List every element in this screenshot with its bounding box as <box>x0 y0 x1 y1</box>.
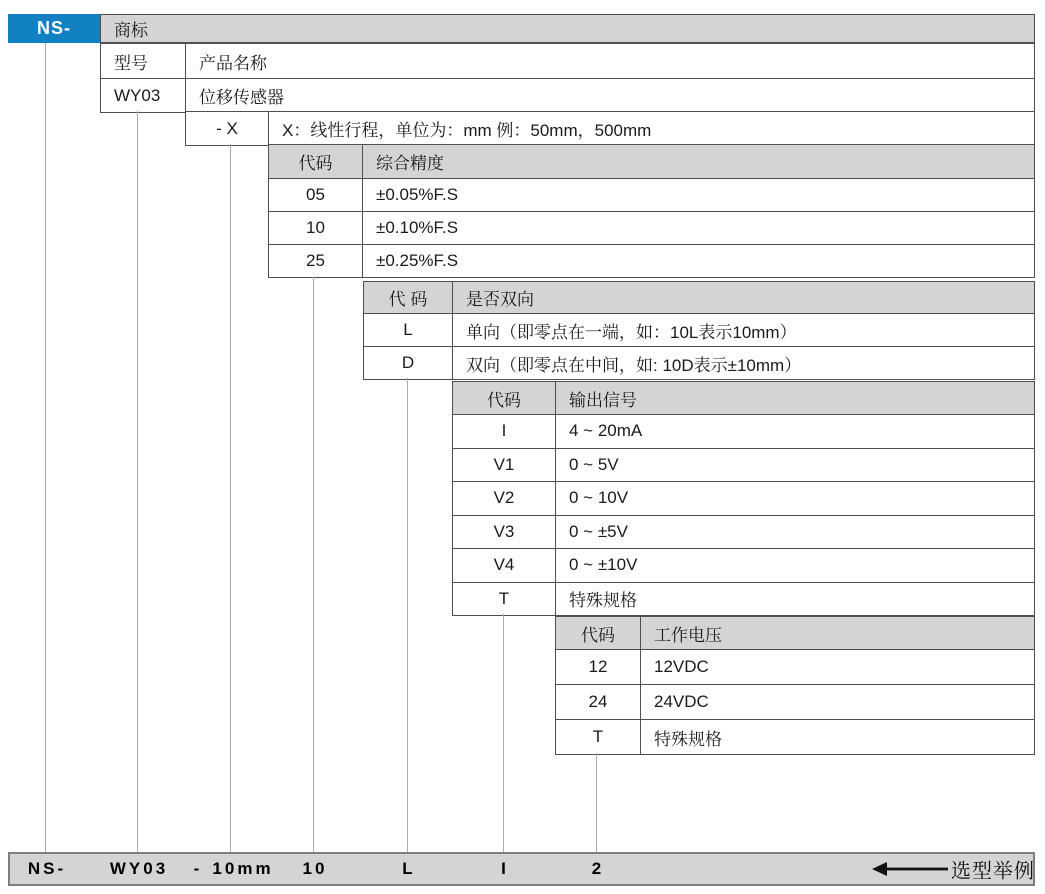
connector-line <box>596 753 597 852</box>
value-cell: 特殊规格 <box>569 591 637 611</box>
example-label: 选型举例 <box>951 860 1035 883</box>
connector-line <box>45 43 46 852</box>
table-row <box>453 481 1034 515</box>
example-item: I <box>501 859 509 878</box>
value-cell: 单向（即零点在一端，如：10L表示10mm） <box>466 322 797 342</box>
value-cell: 双向（即零点在中间，如: 10D表示±10mm） <box>466 355 802 375</box>
example-item: - <box>193 859 203 878</box>
product-header-cell: 产品名称 <box>199 53 267 73</box>
code-cell: L <box>364 314 453 346</box>
table-row <box>453 448 1034 482</box>
code-cell: 25 <box>269 245 363 277</box>
table-row <box>364 346 1034 379</box>
value-cell: 12VDC <box>654 657 709 676</box>
table-row <box>101 78 1034 112</box>
model-code-cell: WY03 <box>101 79 186 112</box>
connector-line <box>137 111 138 852</box>
trademark-cell: 商标 <box>100 14 1035 43</box>
table-header-row <box>269 145 1034 178</box>
table-row <box>269 244 1034 277</box>
value-header-cell: 是否双向 <box>466 290 534 309</box>
left-arrow-icon <box>872 861 948 877</box>
table-row <box>269 211 1034 244</box>
table-row <box>101 44 1034 78</box>
stroke-description-cell: X：线性行程，单位为：mm 例：50mm，500mm <box>282 121 652 140</box>
value-cell: ±0.10%F.S <box>376 218 459 237</box>
example-item: WY03 <box>109 859 169 878</box>
table-row <box>186 112 1034 145</box>
stroke-code-cell: - X <box>186 112 269 145</box>
accuracy-table <box>268 144 1035 278</box>
value-cell: 0 ~ ±10V <box>569 555 638 575</box>
value-cell: 0 ~ ±5V <box>569 521 628 541</box>
code-cell: V4 <box>453 549 556 582</box>
table-row <box>556 684 1034 719</box>
table-row <box>453 582 1034 616</box>
example-bar <box>8 852 1035 886</box>
table-row <box>453 548 1034 582</box>
value-cell: 0 ~ 10V <box>569 488 629 508</box>
table-header-row <box>556 617 1034 649</box>
code-cell: T <box>453 583 556 616</box>
value-header-cell: 输出信号 <box>569 390 637 410</box>
code-cell: 10 <box>269 212 363 244</box>
table-row <box>556 649 1034 684</box>
code-header-cell: 代码 <box>269 145 363 178</box>
example-item: 2 <box>591 859 605 878</box>
connector-line <box>313 277 314 852</box>
table-header-row <box>364 282 1034 313</box>
table-header-row <box>453 382 1034 414</box>
product-name-cell: 位移传感器 <box>199 88 284 107</box>
code-cell: V1 <box>453 449 556 482</box>
code-cell: 05 <box>269 179 363 211</box>
code-cell: I <box>453 415 556 448</box>
brand-prefix-box: NS- <box>8 14 100 43</box>
table-row <box>556 719 1034 754</box>
model-table <box>100 43 1035 113</box>
value-cell: 4 ~ 20mA <box>569 421 643 441</box>
code-cell: V3 <box>453 516 556 549</box>
value-cell: 特殊规格 <box>654 729 722 749</box>
table-row <box>453 515 1034 549</box>
table-row <box>364 313 1034 346</box>
code-cell: 12 <box>556 650 641 684</box>
table-row <box>269 178 1034 211</box>
code-header-cell: 代码 <box>556 617 641 649</box>
value-cell: ±0.05%F.S <box>376 185 459 204</box>
table-row <box>453 414 1034 448</box>
code-cell: T <box>556 720 641 754</box>
connector-line <box>407 378 408 852</box>
value-cell: ±0.25%F.S <box>376 251 459 270</box>
value-cell: 0 ~ 5V <box>569 454 619 474</box>
code-cell: V2 <box>453 482 556 515</box>
code-header-cell: 代 码 <box>364 282 453 313</box>
direction-table <box>363 281 1035 380</box>
model-header-cell: 型号 <box>101 44 186 78</box>
code-cell: 24 <box>556 685 641 719</box>
example-item: 10 <box>302 859 328 878</box>
connector-line <box>230 144 231 852</box>
example-item: NS- <box>27 859 67 878</box>
code-header-cell: 代码 <box>453 382 556 414</box>
connector-line <box>503 614 504 852</box>
example-item: 10mm <box>212 859 274 878</box>
value-cell: 24VDC <box>654 692 709 711</box>
example-item: L <box>402 859 416 878</box>
value-header-cell: 工作电压 <box>654 625 722 645</box>
working-voltage-table <box>555 616 1035 755</box>
output-signal-table <box>452 381 1035 616</box>
code-cell: D <box>364 347 453 379</box>
value-header-cell: 综合精度 <box>376 154 444 173</box>
stroke-row <box>185 111 1035 146</box>
